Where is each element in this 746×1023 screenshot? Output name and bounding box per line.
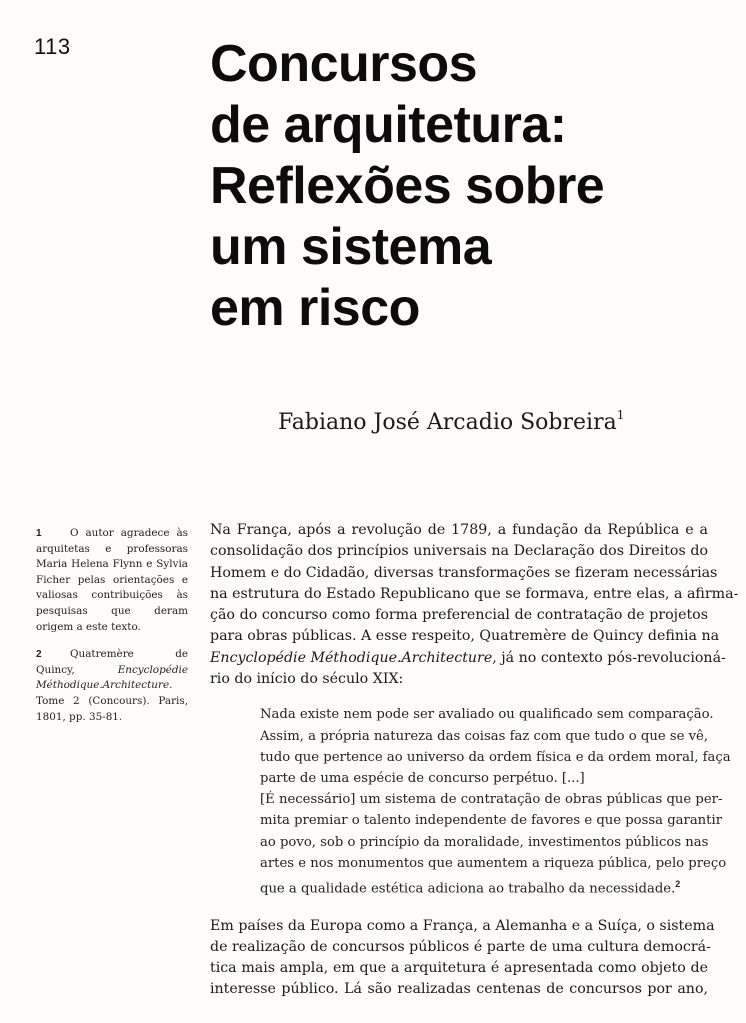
quote-line: mita premiar o talento independente de favores e que possa garantir <box>260 813 723 829</box>
quote-line: artes e nos monumentos que aumentem a riqueza pública, pelo preço <box>260 855 727 871</box>
text-line: Na França, após a revolução de 1789, a fundação da República e a <box>210 522 708 538</box>
text-line: para obras públicas. A esse respeito, Quatremère de Quincy definia na <box>210 628 720 645</box>
article-title <box>210 34 730 339</box>
text-line: consolidação dos princípios universais na Declaração dos Direitos do <box>210 543 708 560</box>
quote-line <box>260 874 708 900</box>
paragraph <box>210 520 739 690</box>
title-line: Concursos <box>210 35 478 93</box>
text-line: de realização de concursos públicos é parte de uma cultura democrá- <box>210 938 711 955</box>
footnote-number: 1 <box>36 528 42 539</box>
footnote-book-title: Encyclopédie Méthodique.Architecture <box>36 663 188 692</box>
title-line: de arquitetura: <box>210 96 567 154</box>
footnote-text: O autor agradece às arquitetas e professoras Maria Helena Flynn e Sylvia Ficher pelas orientações e valiosas contribuições às pesquisas que deram origem a este texto. <box>36 527 188 633</box>
footnotes <box>36 526 188 737</box>
title-line: Reflexões sobre <box>210 157 605 215</box>
text-line: ção do concurso como forma preferencial de contratação de projetos <box>210 607 708 624</box>
title-line: um sistema <box>210 218 492 276</box>
author-byline <box>278 408 624 435</box>
quote-line: Assim, a própria natureza das coisas faz com que tudo o que se vê, <box>260 728 709 744</box>
article-body <box>210 520 739 1001</box>
text-line: Em países da Europa como a França, a Alemanha e a Suíça, o sistema <box>210 917 715 934</box>
quote-footnote-ref: 2 <box>675 879 681 889</box>
block-quote <box>260 704 731 899</box>
text-line: rio do início do século XIX: <box>210 671 404 688</box>
text-line <box>210 648 726 669</box>
text-fragment: que a qualidade estética adiciona ao trabalho da necessidade. <box>260 881 676 897</box>
quote-line: parte de uma espécie de concurso perpétuo. [...] <box>260 770 585 786</box>
footnote-1 <box>36 526 188 635</box>
footnote-number: 2 <box>36 649 42 661</box>
quote-line: ao povo, sob o princípio da moralidade, investimentos públicos nas <box>260 834 709 850</box>
author-name: Fabiano José Arcadio Sobreira <box>278 410 617 435</box>
text-line: Homem e do Cidadão, diversas transformações se fizeram necessárias <box>210 564 718 581</box>
page-number: 113 <box>34 34 71 59</box>
footnote-2 <box>36 647 188 725</box>
quote-line: Nada existe nem pode ser avaliado ou qualificado sem comparação. <box>260 707 714 723</box>
author-footnote-ref: 1 <box>616 408 625 422</box>
text-fragment: , já no contexto pós-revolucioná- <box>492 649 726 666</box>
text-line: tica mais ampla, em que a arquitetura é apresentada como objeto de <box>210 960 708 977</box>
quote-line: tudo que pertence ao universo da ordem física e da ordem moral, faça <box>260 749 731 765</box>
book-title: Encyclopédie Méthodique.Architecture <box>210 649 493 666</box>
text-line: interesse público. Lá são realizadas centenas de concursos por ano, <box>210 981 708 998</box>
paragraph <box>210 916 715 1001</box>
footnote-text: . Tome 2 (Concours). Paris, 1801, pp. 35-81. <box>36 679 188 723</box>
title-line: em risco <box>210 279 420 337</box>
text-line: na estrutura do Estado Republicano que se formava, entre elas, a afirma- <box>210 585 739 602</box>
quote-line: [É necessário] um sistema de contratação de obras públicas que per- <box>260 792 723 808</box>
footnote-text: Quatremère de Quincy, <box>36 648 188 676</box>
